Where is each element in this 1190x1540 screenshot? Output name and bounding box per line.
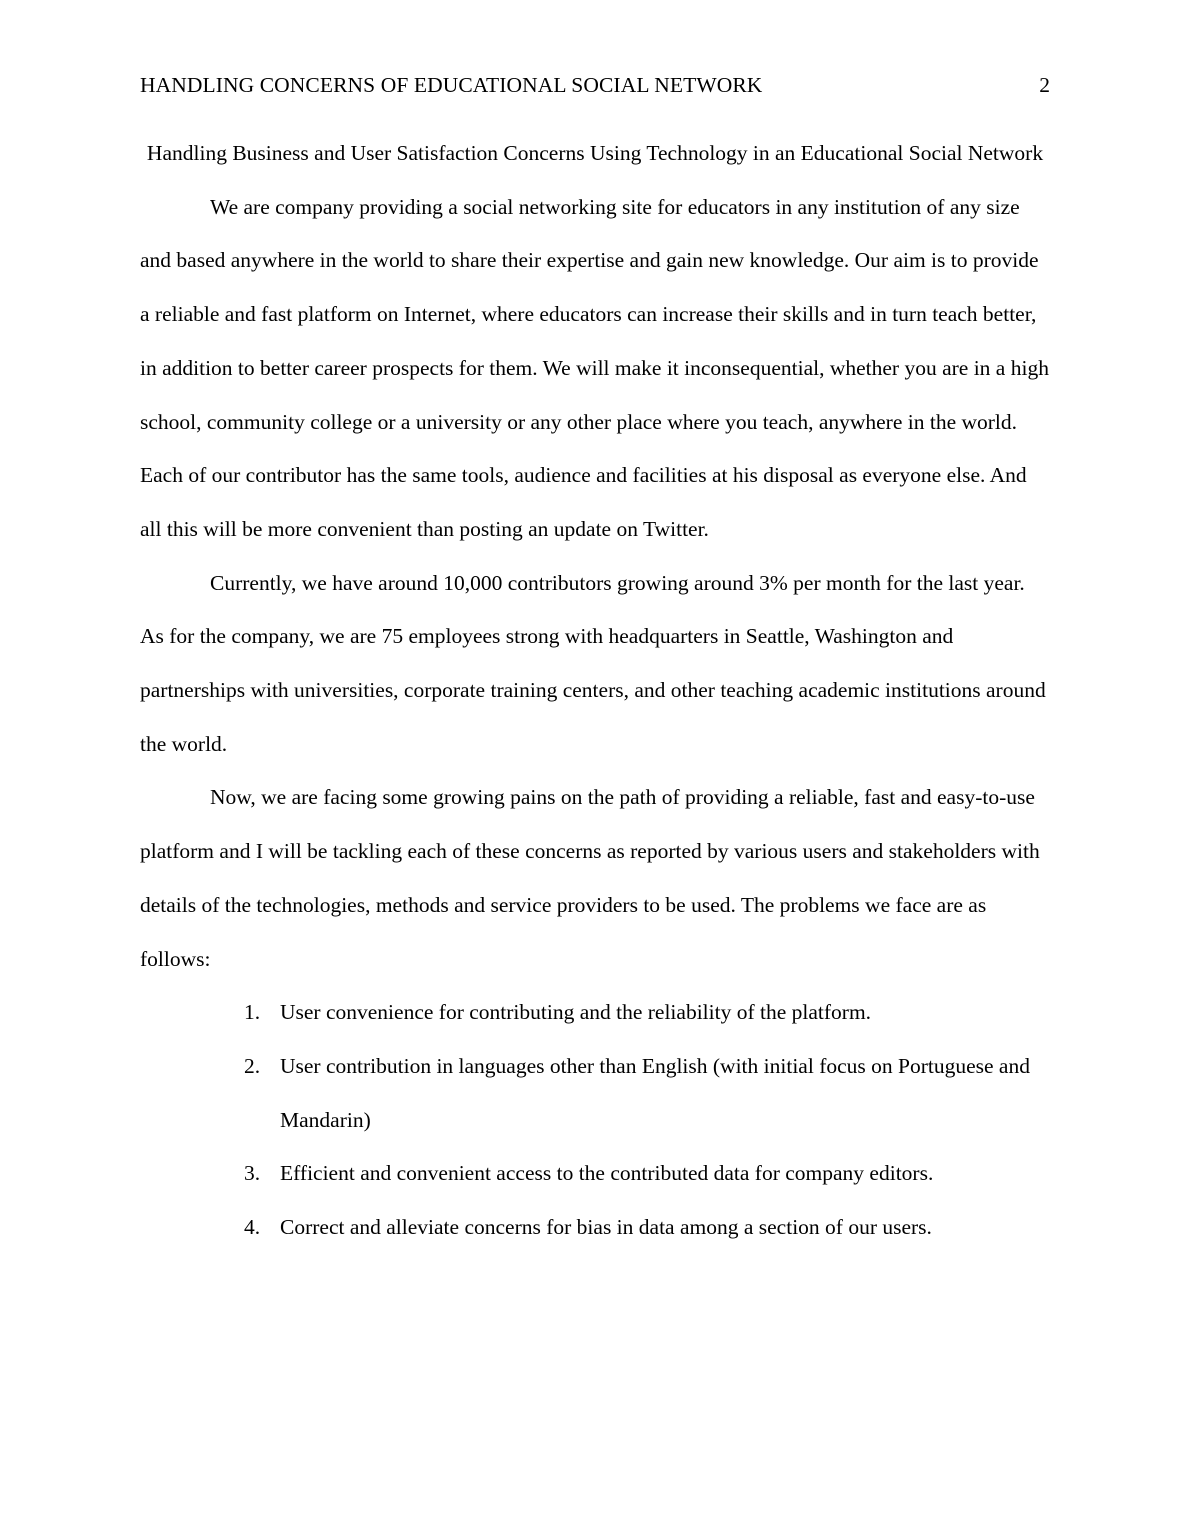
list-item-text: User convenience for contributing and the reliability of the platform. (280, 1000, 872, 1025)
document-page (140, 0, 1050, 1540)
problem-list (140, 986, 1050, 1255)
document-title: Handling Business and User Satisfaction Concerns Using Technology in an Educational Social Network (146, 141, 1044, 165)
list-item-text: Correct and alleviate concerns for bias in data among a section of our users. (280, 1215, 932, 1240)
paragraph-introduction: We are company providing a social networking site for educators in any institution of any size and based anywhere in the world to share their expertise and gain new knowledge. Our aim is to provide a reliable and fast platform on Internet, where educators can increase their skills and in turn teach better, in addition to better career prospects for them. We will make it inconsequential, whether you are in a high school, community college or a university or any other place where you teach, anywhere in the world. Each of our contributor has the same tools, audience and facilities at his disposal as everyone else. And all this will be more convenient than posting an update on Twitter. (140, 194, 1049, 541)
document-body (140, 127, 1050, 1255)
list-item (244, 986, 1050, 1040)
running-head (140, 70, 1050, 100)
list-item-text: User contribution in languages other than English (with initial focus on Portuguese and Mandarin) (280, 1053, 1030, 1132)
list-item (244, 1040, 1050, 1147)
list-item-number: 1. (244, 1000, 261, 1025)
list-item-number: 4. (244, 1215, 261, 1240)
list-item-number: 3. (244, 1161, 261, 1186)
list-item-number: 2. (244, 1053, 261, 1078)
page-number: 2 (1039, 73, 1050, 97)
list-item (244, 1147, 1050, 1201)
list-item-text: Efficient and convenient access to the contributed data for company editors. (280, 1161, 934, 1186)
list-item (244, 1201, 1050, 1255)
paragraph-current-status: Currently, we have around 10,000 contributors growing around 3% per month for the last year. As for the company, we are 75 employees strong with headquarters in Seattle, Washington and partnerships with universities, corporate training centers, and other teaching academic institutions around the world. (140, 570, 1046, 756)
running-head-title: HANDLING CONCERNS OF EDUCATIONAL SOCIAL NETWORK (140, 73, 763, 97)
paragraph-growing-pains: Now, we are facing some growing pains on the path of providing a reliable, fast and easy-to-use platform and I will be tackling each of these concerns as reported by various users and stakeholders with details of the technologies, methods and service providers to be used. The problems we face are as follows: (140, 785, 1040, 971)
